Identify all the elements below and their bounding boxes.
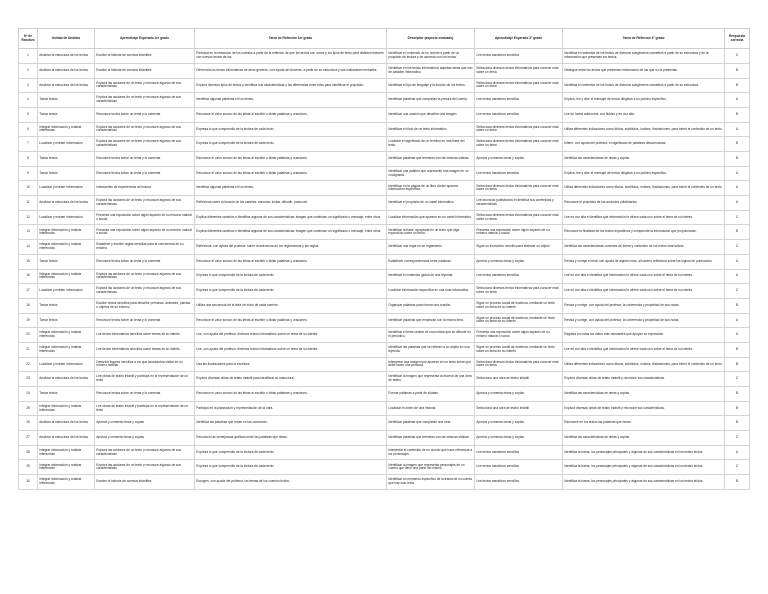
cell-aprendizaje-3: Aprecia y comenta rimas y coplas (475, 152, 563, 167)
cell-tarea-3: Explica, lee y dice el mensaje de textos dirigidos a un público específico. (563, 93, 725, 108)
cell-tarea: Identifica algunas palabras en los textos. (195, 93, 387, 108)
cell-descriptor: Organizar palabras para formar una oración. (387, 298, 475, 313)
table-row (19, 152, 750, 167)
cell-aprendizaje-3: Aprecia y comenta rimas y coplas (475, 431, 563, 446)
cell-descriptor: Localizar el orden de una historia. (387, 401, 475, 416)
cell-unidad: Analizar la estructura de los textos (38, 196, 95, 211)
cell-respuesta: A (725, 254, 750, 269)
cell-num: 22 (19, 357, 38, 372)
cell-aprendizaje-3: Selecciona una obra de teatro infantil (475, 401, 563, 416)
cell-num: 24 (19, 387, 38, 402)
cell-respuesta: B (725, 78, 750, 93)
cell-descriptor: Identificar el título de un texto informativo. (387, 122, 475, 137)
cell-aprendizaje-3: Selecciona diversos textos informativos para conocer más sobre un tema (475, 284, 563, 299)
cell-respuesta: B (725, 137, 750, 152)
cell-descriptor: Identificar el tema central de una noticia que se difunde en el periódico. (387, 328, 475, 343)
cell-num: 1 (19, 49, 38, 64)
cell-unidad: Tomar textos (38, 298, 95, 313)
cell-aprendizaje: Aprecia y comenta rimas y coplas (95, 431, 195, 446)
cell-tarea-3: Reconoce el propósito de los anuncios publicitarios. (563, 196, 725, 211)
cell-aprendizaje: Escribe la historia de cuentos infantiles (95, 63, 195, 78)
cell-unidad: Tomar textos (38, 387, 95, 402)
cell-descriptor: Identificar las palabras que se refieren a un objeto en una leyenda. (387, 342, 475, 357)
cell-tarea: Utiliza una secuencia de la letra de inicio de cada nombre. (195, 298, 387, 313)
cell-aprendizaje: Explora las acciones de un texto y reconoce algunos de sus características (95, 93, 195, 108)
cell-unidad: Integrar información y realizar inferencias (38, 269, 95, 284)
cell-num: 30 (19, 475, 38, 490)
cell-aprendizaje: Describe lugares sencillos a los que acostumbra visitar en su entorno familiar (95, 357, 195, 372)
table-row (19, 313, 750, 328)
cell-aprendizaje-3: Lee textos narrativos sencillos (475, 107, 563, 122)
cell-aprendizaje-3: Lee textos narrativos sencillos (475, 49, 563, 64)
table-row (19, 49, 750, 64)
cell-tarea-3: Reconoce la finalidad de los textos expositivos y comprende la información que proporcionan. (563, 225, 725, 240)
cell-respuesta: B (725, 63, 750, 78)
cell-tarea: Lee, con ayuda del profesor, diversos textos informativos sobre un tema de su interés. (195, 342, 387, 357)
cell-num: 14 (19, 240, 38, 255)
cell-aprendizaje: Explora las acciones de un texto y reconoce algunos de sus características (95, 78, 195, 93)
cell-aprendizaje-3: Selecciona diversos textos informativos para conocer más sobre un tema (475, 181, 563, 196)
cell-tarea-3: Lee en voz alta e identifica qué información le ofrece cada uno sobre el tema de su interés. (563, 269, 725, 284)
table-row (19, 254, 750, 269)
cell-respuesta: B (725, 387, 750, 402)
table-row (19, 357, 750, 372)
cell-num: 19 (19, 313, 38, 328)
cell-tarea-3: Utiliza diferentes indicadores como títulos, subtítulos, índices, ilustraciones, para inferir el contenido de un texto. (563, 122, 725, 137)
table-row (19, 166, 750, 181)
cell-descriptor: Identificar un momento específico de la trama de un cuento que hay sido leído. (387, 475, 475, 490)
cell-aprendizaje: Lee textos informativos sencillos sobre temas de su interés (95, 342, 195, 357)
cell-aprendizaje-3: Presenta una exposición sobre algún aspecto de su entorno natural o social (475, 328, 563, 343)
cell-unidad: Integrar información y realizar inferencias (38, 475, 95, 490)
cell-tarea-3: Infiere, con ayuda del profesor, el significado de palabras desconocidas. (563, 137, 725, 152)
table-row (19, 269, 750, 284)
cell-respuesta: A (725, 196, 750, 211)
cell-aprendizaje: Explora las acciones de un texto y reconoce algunos de sus características (95, 460, 195, 475)
cell-respuesta: A (725, 269, 750, 284)
cell-tarea-3: Identifica el contenido de los textos de diversos subgéneros narrativos a partir de su estructura. (563, 78, 725, 93)
cell-tarea-3: Explora diversas obras de teatro infantil y reconoce sus características. (563, 401, 725, 416)
cell-descriptor: Identificar una regla en un reglamento. (387, 240, 475, 255)
cell-unidad: Integrar información y realizar inferencias (38, 225, 95, 240)
cell-tarea: Identifica las palabras que riman en las canciones. (195, 416, 387, 431)
cell-tarea: Usa las ilustraciones para la escritura. (195, 357, 387, 372)
cell-unidad: Analizar la estructura de los textos (38, 63, 95, 78)
cell-respuesta: C (725, 49, 750, 64)
cell-tarea: Participa en la planeación y representación de la obra. (195, 401, 387, 416)
cell-respuesta: B (725, 401, 750, 416)
cell-tarea: Reflexiona, con ayuda del profesor, sobre la estructura de los reglamentos y las reglas. (195, 240, 387, 255)
cell-aprendizaje-3: Sigue un proceso social de escritura, mediante un texto sobre un tema de su interés (475, 313, 563, 328)
table-row (19, 196, 750, 211)
header-unidad: Unidad de Análisis (38, 29, 95, 49)
cell-tarea: Identifica algunas palabras en los textos. (195, 181, 387, 196)
cell-respuesta: C (725, 210, 750, 225)
cell-num: 26 (19, 416, 38, 431)
cell-tarea: Reconoce las semejanzas gráficas entre las palabras que riman. (195, 431, 387, 446)
cell-respuesta: A (725, 445, 750, 460)
cell-tarea: Explora diversas obras de teatro infantil para identificar su estructura. (195, 372, 387, 387)
cell-descriptor: Identificar palabras que completan una rima. (387, 416, 475, 431)
cell-tarea: Escogen, con ayuda del profesor, los temas de los cuentos leídos. (195, 475, 387, 490)
table-row (19, 210, 750, 225)
cell-tarea-3: Utiliza diferentes indicadores como títulos, subtítulos, índices, ilustraciones, para inferir el contenido de un texto. (563, 357, 725, 372)
cell-unidad: Tomar textos (38, 107, 95, 122)
cell-unidad: Localizar y extraer información (38, 210, 95, 225)
cell-respuesta: B (725, 152, 750, 167)
cell-tarea: Reconoce el valor sonoro de las letras al escribir o dictar palabras y oraciones. (195, 387, 387, 402)
cell-tarea: Expresa lo que comprendió de la lectura de cada texto. (195, 284, 387, 299)
cell-descriptor: Identificar el propósito de un cartel informativo. (387, 196, 475, 211)
header-respuesta: Respuesta correcta (725, 29, 750, 49)
cell-aprendizaje: Reconoce textos sobre un tema y lo comenta (95, 387, 195, 402)
cell-aprendizaje: Escribe la historia de cuentos infantiles (95, 49, 195, 64)
cell-descriptor: Identificar el contenido de un cuento a partir de un propósito de lectura y de acuerdo con los textos. (387, 49, 475, 64)
table-row (19, 240, 750, 255)
cell-respuesta: C (725, 460, 750, 475)
header-row (19, 29, 750, 49)
cell-aprendizaje-3: Lee textos narrativos sencillos (475, 93, 563, 108)
cell-aprendizaje-3: Aprecia y comenta rimas y coplas (475, 416, 563, 431)
cell-aprendizaje: Reconoce textos sobre un tema y lo comenta (95, 152, 195, 167)
cell-unidad: Tomar textos (38, 93, 95, 108)
cell-descriptor: Identificar la frase, apropiada en un texto que diga exposición sobre un tema. (387, 225, 475, 240)
cell-aprendizaje-3: Sigue un proceso social de escritura, mediante un texto sobre un tema de su interés (475, 298, 563, 313)
cell-tarea-3: Identifica la trama, los personajes principales y algunas de sus características en los textos leídos. (563, 445, 725, 460)
cell-num: 8 (19, 152, 38, 167)
cell-aprendizaje-3: Lee textos narrativos sencillos (475, 166, 563, 181)
table-row (19, 181, 750, 196)
cell-num: 5 (19, 107, 38, 122)
cell-unidad: Analizar la estructura de los textos (38, 372, 95, 387)
cell-tarea-3: Utiliza diferentes indicadores como títulos, subtítulos, índices, ilustraciones, para inferir el contenido de un texto. (563, 181, 725, 196)
cell-respuesta: B (725, 475, 750, 490)
cell-aprendizaje: Escribe la historia de cuentos infantiles (95, 475, 195, 490)
cell-num: 27 (19, 431, 38, 446)
cell-num: 6 (19, 122, 38, 137)
table-row (19, 342, 750, 357)
cell-tarea: Expresa lo que comprendió de la lectura de cada texto. (195, 269, 387, 284)
cell-respuesta: A (725, 93, 750, 108)
cell-respuesta: C (725, 284, 750, 299)
cell-aprendizaje: Explora las acciones de un texto y reconoce algunos de sus características (95, 122, 195, 137)
cell-aprendizaje-3: Selecciona una obra de teatro infantil (475, 372, 563, 387)
cell-descriptor: Identificar palabras que terminan con las mismas sílabas. (387, 431, 475, 446)
cell-tarea-3: Lee en voz alta e identifica qué información le ofrece cada uno sobre el tema de su interés. (563, 210, 725, 225)
cell-unidad: Analizar la estructura de los textos (38, 49, 95, 64)
cell-tarea-3: Identifica las características de rimas y coplas. (563, 152, 725, 167)
header-num: Nº de Reactivo (19, 29, 38, 49)
cell-unidad: Integrar información y realizar inferencias (38, 328, 95, 343)
cell-descriptor: Identificar la imagen que representa personajes de un cuento que tiene una parte del mismo. (387, 460, 475, 475)
cell-num: 29 (19, 460, 38, 475)
cell-tarea: Expresa lo que comprendió de la lectura de cada texto. (195, 137, 387, 152)
cell-num: 23 (19, 372, 38, 387)
cell-num: 16 (19, 269, 38, 284)
cell-respuesta: A (725, 122, 750, 137)
cell-aprendizaje: Establece y escribe reglas sencillas para la convivencia en su entorno (95, 240, 195, 255)
cell-tarea-3: Reconoce en los textos las palabras que riman. (563, 416, 725, 431)
cell-num: 7 (19, 137, 38, 152)
cell-unidad: Tomar textos (38, 313, 95, 328)
table-row (19, 284, 750, 299)
table-row (19, 107, 750, 122)
cell-tarea: Reconoce el valor sonoro de las letras al escribir o dictar palabras y oraciones. (195, 254, 387, 269)
header-descriptor: Descriptor (aspecto evaluado) (387, 29, 475, 49)
cell-descriptor: Localizar información que aparece en un cartel informativo. (387, 210, 475, 225)
cell-num: 17 (19, 284, 38, 299)
cell-descriptor: Identificar en los textos informativos aquellas ideas que son de carácter informativo. (387, 63, 475, 78)
cell-unidad: Localizar y extraer información (38, 284, 95, 299)
cell-descriptor: Identificar una palabra que represente una imagen en un crucigrama. (387, 166, 475, 181)
table-row (19, 416, 750, 431)
cell-respuesta: A (725, 328, 750, 343)
cell-aprendizaje: Lee obras de teatro infantil y participa en la representación de un texto (95, 372, 195, 387)
cell-num: 28 (19, 445, 38, 460)
table-row (19, 78, 750, 93)
cell-unidad: Tomar textos (38, 254, 95, 269)
cell-aprendizaje-3: Selecciona diversos textos informativos para conocer más sobre un tema (475, 63, 563, 78)
cell-unidad: Integrar información y realizar inferencias (38, 342, 95, 357)
cell-num: 13 (19, 225, 38, 240)
cell-tarea: Expresa lo que comprendió de la lectura de cada texto. (195, 445, 387, 460)
cell-aprendizaje: Presenta una exposición sobre algún aspecto de su entorno natural o social (95, 210, 195, 225)
cell-descriptor: Identificar palabras que terminan con las mismas sílabas. (387, 152, 475, 167)
cell-aprendizaje: Intercambio de experiencias de lectura (95, 181, 195, 196)
cell-aprendizaje-3: Selecciona diversos textos informativos para conocer más sobre un tema (475, 78, 563, 93)
cell-tarea-3: Lee en voz alta e identifica qué información le ofrece cada uno sobre el tema de su interés. (563, 342, 725, 357)
cell-unidad: Integrar información y realizar inferencias (38, 240, 95, 255)
cell-respuesta: A (725, 181, 750, 196)
cell-tarea: Reconoce el valor sonoro de las letras al escribir o dictar palabras y oraciones. (195, 166, 387, 181)
cell-unidad: Tomar textos (38, 166, 95, 181)
cell-aprendizaje-3: Selecciona diversos textos informativos para conocer más sobre un tema (475, 137, 563, 152)
cell-aprendizaje: Explora las acciones de un texto y reconoce algunos de sus características (95, 445, 195, 460)
cell-respuesta: C (725, 240, 750, 255)
cell-tarea-3: Explica, lee y dice el mensaje de textos dirigidos a un público específico. (563, 166, 725, 181)
cell-num: 4 (19, 93, 38, 108)
cell-respuesta: A (725, 313, 750, 328)
table-row (19, 387, 750, 402)
table-row (19, 475, 750, 490)
cell-tarea: Participa en la redacción de los cuentos a partir de la reflexión de que los textos con voces y los tipos de texto para distintos lectores con nuevos textos de los. (195, 49, 387, 64)
cell-tarea: Lee, con ayuda del profesor, diversos textos informativos sobre un tema de su interés. (195, 328, 387, 343)
cell-aprendizaje: Explora las acciones de un texto y reconoce algunos de sus características (95, 284, 195, 299)
cell-aprendizaje-3: Lee textos narrativos sencillos (475, 460, 563, 475)
header-tarea-3: Tarea de Reflexión 3° grado (563, 29, 725, 49)
cell-num: 9 (19, 166, 38, 181)
cell-descriptor: Localizar el significado de un término en una frase del texto. (387, 137, 475, 152)
cell-descriptor: Establecer correspondencias entre palabras. (387, 254, 475, 269)
cell-tarea-3: Identifica las características comunes de forma y contenido de los textos instructivos. (563, 240, 725, 255)
cell-tarea-3: Identifica la trama, los personajes principales y algunas de sus características en los textos leídos. (563, 475, 725, 490)
table-row (19, 63, 750, 78)
cell-tarea: Diferencia los textos informativos de otros géneros, con ayuda del docente, a partir de su estructura y sus indicadores textuales. (195, 63, 387, 78)
cell-tarea-3: Registra en notas los datos más relevantes que apoyan su exposición. (563, 328, 725, 343)
cell-tarea-3: Lee de forma autónoma, con fluidez y en voz alta. (563, 107, 725, 122)
cell-descriptor: Localizar información específica en una nota informativa. (387, 284, 475, 299)
table-row (19, 328, 750, 343)
cell-respuesta: B (725, 298, 750, 313)
cell-descriptor: Identificar una oración que describe una imagen. (387, 107, 475, 122)
table-body (19, 49, 750, 490)
table-row (19, 460, 750, 475)
cell-aprendizaje: Explora las acciones de un texto y reconoce algunos de sus características (95, 196, 195, 211)
cell-tarea-3: Identifica la trama, los personajes principales y algunas de sus características en los textos leídos. (563, 460, 725, 475)
table-row (19, 431, 750, 446)
cell-aprendizaje: Presenta una exposición sobre algún aspecto de su entorno natural o social (95, 225, 195, 240)
cell-respuesta: B (725, 357, 750, 372)
cell-respuesta: B (725, 107, 750, 122)
cell-tarea: Explica diferentes cambios e identifica algunas de sus características: imagen que combinan un significado o mensaje, entre otros. (195, 210, 387, 225)
table-row (19, 298, 750, 313)
cell-descriptor: Identificar el tipo de lenguaje y la función de los textos. (387, 78, 475, 93)
cell-aprendizaje: Reconoce textos sobre un tema y lo comenta (95, 313, 195, 328)
cell-tarea: Reflexiona sobre la función de los carteles: anunciar, invitar, difundir, promover. (195, 196, 387, 211)
cell-aprendizaje: Explora las acciones de un texto y reconoce algunos de sus características (95, 269, 195, 284)
cell-num: 11 (19, 196, 38, 211)
cell-unidad: Integrar información y realizar inferencias (38, 460, 95, 475)
cell-unidad: Localizar y extraer información (38, 137, 95, 152)
cell-num: 18 (19, 298, 38, 313)
cell-aprendizaje: Reconoce textos sobre un tema y lo comenta (95, 166, 195, 181)
cell-respuesta: B (725, 342, 750, 357)
cell-descriptor: Identificar en la página de un libro dónde aparece información específica. (387, 181, 475, 196)
cell-tarea: Reconoce el valor sonoro de las letras al escribir o dictar palabras y oraciones. (195, 107, 387, 122)
cell-descriptor: Interpretar una imagen que aparece en un texto sobre qué debe hacer una persona. (387, 357, 475, 372)
cell-unidad: Analizar la estructura de los textos (38, 78, 95, 93)
cell-unidad: Integrar información y realizar inferencias (38, 122, 95, 137)
cell-aprendizaje-3: Aprecia y comenta rimas y coplas (475, 254, 563, 269)
cell-unidad: Analizar la estructura de los textos (38, 431, 95, 446)
cell-unidad: Integrar información y realizar inferencias (38, 401, 95, 416)
cell-num: 10 (19, 181, 38, 196)
cell-tarea: Expresa lo que comprendió de la lectura de cada texto. (195, 122, 387, 137)
cell-respuesta: C (725, 431, 750, 446)
cell-descriptor: Identificar palabras que completan la pretura del cuento. (387, 93, 475, 108)
cell-tarea-3: Revisa y corrige, con ayuda del profesor, la coherencia y propiedad de sus notas. (563, 313, 725, 328)
cell-unidad: Tomar textos (38, 152, 95, 167)
cell-tarea-3: Identifica las características de rimas y coplas. (563, 431, 725, 446)
cell-aprendizaje-3: Presenta una exposición sobre algún aspecto de su entorno natural o social (475, 225, 563, 240)
cell-descriptor: Identificar palabras que empiezan con la misma letra. (387, 313, 475, 328)
table-row (19, 93, 750, 108)
table-row (19, 445, 750, 460)
cell-num: 2 (19, 63, 38, 78)
cell-tarea-3: Identifica el contenido de los textos de diversos subgéneros narrativos a partir de su estructura y de la información que presentan los textos. (563, 49, 725, 64)
cell-tarea: Reconoce el valor sonoro de las letras al escribir o dictar palabras y oraciones. (195, 152, 387, 167)
cell-aprendizaje-3: Aprecia y comenta rimas y coplas (475, 387, 563, 402)
cell-aprendizaje-3: Selecciona diversos textos informativos para conocer más sobre un tema (475, 210, 563, 225)
cell-aprendizaje: Escribe textos sencillos para describir personas, animales, plantas u objetos de su entorno (95, 298, 195, 313)
cell-respuesta: C (725, 372, 750, 387)
table-row (19, 225, 750, 240)
cell-aprendizaje-3: Selecciona diversos textos informativos para conocer más sobre un tema (475, 357, 563, 372)
cell-respuesta: B (725, 416, 750, 431)
table-row (19, 137, 750, 152)
cell-tarea-3: Explora diversas obras de teatro infantil y reconoce sus características. (563, 372, 725, 387)
cell-tarea-3: Lee en voz alta e identifica qué información le ofrece cada uno sobre el tema de su interés. (563, 284, 725, 299)
header-aprendizaje-3: Aprendizaje Esperado 3° grado (475, 29, 563, 49)
cell-respuesta: B (725, 225, 750, 240)
table-row (19, 122, 750, 137)
cell-tarea-3: Revisa y corrige el texto con ayuda de alguien más, al hacerlo reflexiona sobre los signos de puntuación. (563, 254, 725, 269)
cell-tarea: Expresa lo que comprendió de la lectura de cada texto. (195, 460, 387, 475)
cell-unidad: Analizar la estructura de los textos (38, 416, 95, 431)
cell-aprendizaje: Lee textos informativos sencillos sobre temas de su interés (95, 328, 195, 343)
cell-num: 15 (19, 254, 38, 269)
cell-num: 21 (19, 342, 38, 357)
cell-aprendizaje-3: Lee textos narrativos sencillos (475, 475, 563, 490)
cell-aprendizaje: Aprecia y comenta rimas y coplas (95, 416, 195, 431)
cell-aprendizaje-3: Selecciona diversos textos informativos para conocer más sobre un tema (475, 122, 563, 137)
cell-descriptor: Interpretar el contenido de un cuento que hace referencia a los personajes. (387, 445, 475, 460)
cell-aprendizaje-3: Lee textos narrativos sencillos (475, 269, 563, 284)
table-row (19, 372, 750, 387)
cell-descriptor: Identificar la imagen que representa la escena de una obra de teatro. (387, 372, 475, 387)
cell-aprendizaje-3: Lee textos narrativos sencillos (475, 445, 563, 460)
cell-num: 12 (19, 210, 38, 225)
cell-unidad: Integrar información y realizar inferencias (38, 445, 95, 460)
cell-tarea: Explora diversos tipos de textos y identifica sus características y las diferencias entre ellos para identificar el propósito. (195, 78, 387, 93)
table-row (19, 401, 750, 416)
assessment-table-sheet (18, 28, 750, 490)
cell-descriptor: Identificar el contenido global de una leyenda. (387, 269, 475, 284)
cell-aprendizaje-3: Sigue un instructivo sencillo para elaborar un objeto (475, 240, 563, 255)
cell-tarea: Reconoce el valor sonoro de las letras al escribir o dictar palabras y oraciones. (195, 313, 387, 328)
cell-aprendizaje-3: Sigue un proceso social de escritura, mediante un texto sobre un tema de su interés (475, 342, 563, 357)
cell-num: 20 (19, 328, 38, 343)
cell-aprendizaje-3: Lee anuncios publicitarios e identifica sus contenidos y características (475, 196, 563, 211)
header-aprendizaje: Aprendizaje Esperado 1er grado (95, 29, 195, 49)
header-tarea: Tarea de Reflexión 1er grado (195, 29, 387, 49)
cell-respuesta: A (725, 166, 750, 181)
cell-unidad: Localizar y extraer información (38, 357, 95, 372)
assessment-table (18, 28, 750, 490)
cell-aprendizaje: Reconoce textos sobre un tema y lo comenta (95, 254, 195, 269)
cell-aprendizaje: Reconoce textos sobre un tema y lo comenta (95, 107, 195, 122)
cell-tarea-3: Distingue entre los textos que presentan información de los que no la presentan. (563, 63, 725, 78)
cell-tarea-3: Identifica las características de rimas y coplas. (563, 387, 725, 402)
cell-tarea: Explica diferentes cambios e identifica algunas de sus características: imagen que combinan un significado o mensaje, entre otros. (195, 225, 387, 240)
cell-descriptor: Formar palabras a partir de sílabas. (387, 387, 475, 402)
cell-num: 3 (19, 78, 38, 93)
cell-aprendizaje: Explora las acciones de un texto y reconoce algunos de sus características (95, 137, 195, 152)
cell-aprendizaje: Lee obras de teatro infantil y participa en la representación de un texto (95, 401, 195, 416)
cell-tarea-3: Revisa y corrige, con ayuda del profesor, la coherencia y propiedad de sus notas. (563, 298, 725, 313)
cell-unidad: Localizar y extraer información (38, 181, 95, 196)
cell-num: 25 (19, 401, 38, 416)
